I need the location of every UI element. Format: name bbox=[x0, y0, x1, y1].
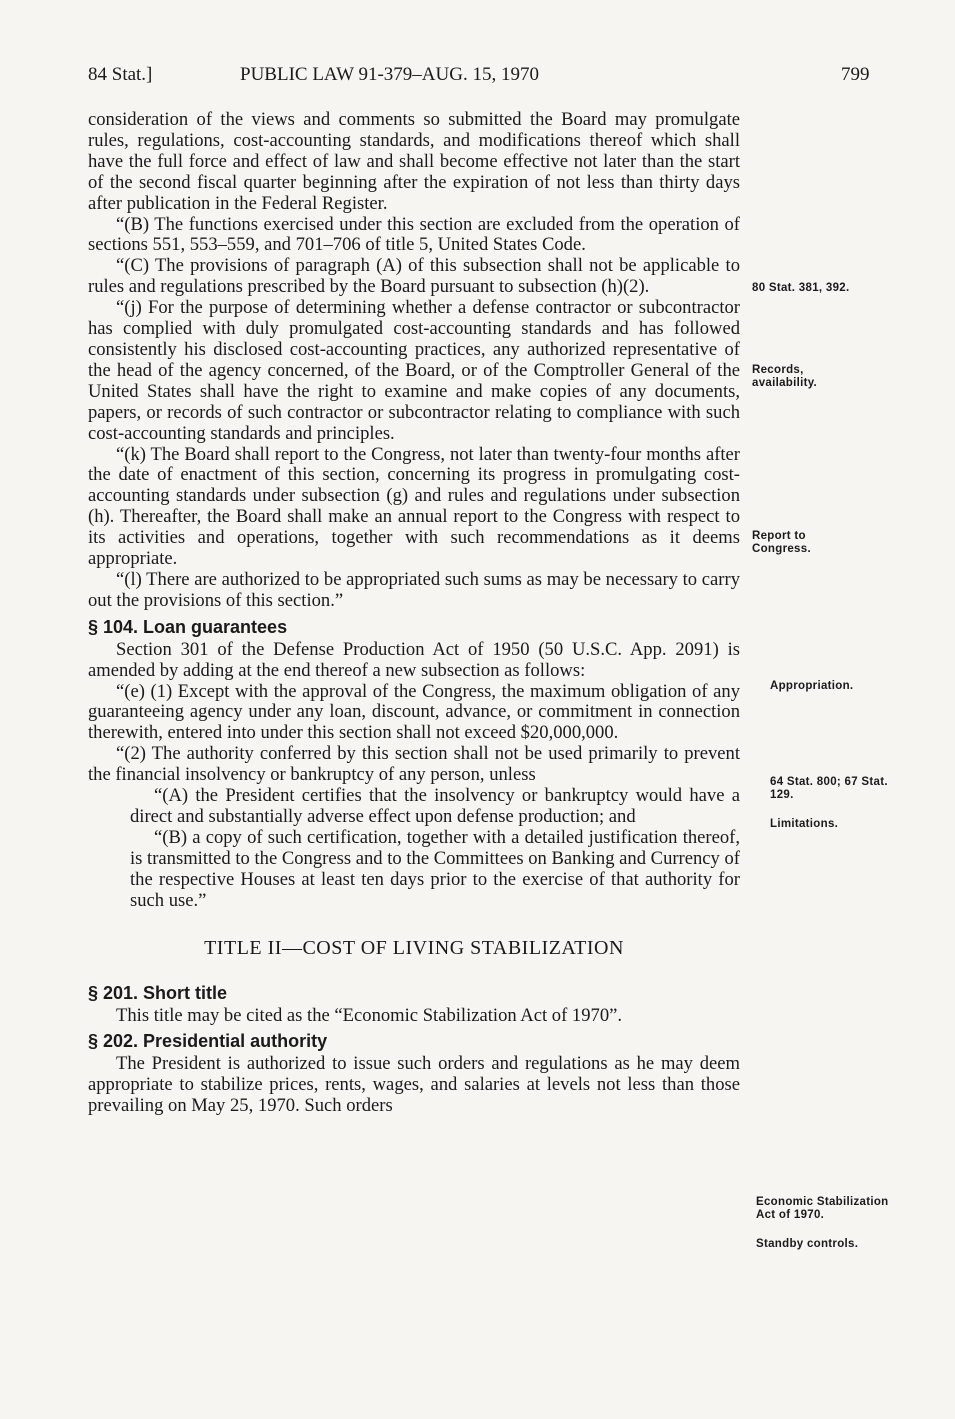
paragraph: “(2) The authority conferred by this section shall not be used primarily to prevent the financial insolvency or bankruptcy of any person, unless bbox=[88, 743, 740, 786]
margin-note-statute-citation: 80 Stat. 381, 392. bbox=[752, 282, 850, 294]
paragraph: The President is authorized to issue such orders and regulations as he may deem appropriate to stabilize prices, rents, wages, and salaries at levels not less than those prevailing on May 25, 1970. Such orders bbox=[88, 1053, 740, 1117]
paragraph: Section 301 of the Defense Production Act of 1950 (50 U.S.C. App. 2091) is amended by adding at the end thereof a new subsection as follows: bbox=[88, 638, 740, 681]
paragraph: “(C) The provisions of paragraph (A) of this subsection shall not be applicable to rules and regulations prescribed by the Board pursuant to subsection (h)(2). bbox=[88, 255, 740, 298]
margin-note-short-title: Economic Stabilization Act of 1970. bbox=[756, 1196, 889, 1221]
paragraph: “(l) There are authorized to be appropriated such sums as may be necessary to carry out the provisions of this section.” bbox=[88, 568, 740, 611]
section-202-heading: § 202. Presidential authority bbox=[88, 1031, 328, 1052]
section-104-heading: § 104. Loan guarantees bbox=[88, 616, 288, 637]
subparagraph: “(B) a copy of such certification, together with a detailed justification thereof, is transmitted to the Congress and to the Committees on Banking and Currency of the respective Houses at least ten days prior to the exercise of that authority for such use.” bbox=[130, 826, 740, 911]
paragraph: “(j) For the purpose of determining whether a defense contractor or subcontractor has complied with duly promulgated cost-accounting standards and has followed consistently his disclosed cost-accounting practices, any authorized representative of the head of the agency concerned, of the Board, or of the Comptroller General of the United States shall have the right to examine and make copies of any documents, papers, or records of such contractor or subcontractor relating to compliance with such cost-accounting standards and principles. bbox=[88, 297, 740, 444]
paragraph: “(B) The functions exercised under this section are excluded from the operation of sections 551, 553–559, and 701–706 of title 5, United States Code. bbox=[88, 213, 740, 256]
running-head bbox=[88, 64, 888, 88]
paragraph: This title may be cited as the “Economic Stabilization Act of 1970”. bbox=[116, 1004, 623, 1026]
page-number: 799 bbox=[841, 64, 870, 85]
margin-note-report: Report to Congress. bbox=[752, 530, 811, 555]
paragraph: “(k) The Board shall report to the Congress, not later than twenty-four months after the date of enactment of this section, concerning its progress in promulgating cost-accounting standards under subsection (g) and rules and regulations under subsection (h). Thereafter, the Board shall make an annual report to the Congress with respect to its activities and operations, together with such recommendations as it deems appropriate. bbox=[88, 443, 740, 570]
margin-note-records: Records, availability. bbox=[752, 364, 818, 389]
margin-note-standby-controls: Standby controls. bbox=[756, 1238, 859, 1250]
subparagraph: “(A) the President certifies that the insolvency or bankruptcy would have a direct and substantially adverse effect upon defense production; and bbox=[130, 785, 740, 827]
volume-citation: 84 Stat.] bbox=[88, 64, 153, 85]
title-ii-heading: TITLE II—COST OF LIVING STABILIZATION bbox=[204, 936, 624, 959]
paragraph: consideration of the views and comments so submitted the Board may promulgate rules, regulations, cost-accounting standards, and modifications thereof which shall have the full force and effect of law and shall become effective not later than the start of the second fiscal quarter beginning after the expiration of not less than thirty days after publication in the Federal Register. bbox=[88, 109, 740, 214]
margin-note-limitations: Limitations. bbox=[770, 818, 839, 830]
margin-note-statute-citation-2: 64 Stat. 800; 67 Stat. 129. bbox=[770, 776, 888, 801]
section-201-heading: § 201. Short title bbox=[88, 982, 228, 1003]
paragraph: “(e) (1) Except with the approval of the Congress, the maximum obligation of any guaranteeing agency under any loan, discount, advance, or commitment in connection therewith, entered into under this section shall not exceed $20,000,000. bbox=[88, 680, 740, 744]
margin-note-appropriation: Appropriation. bbox=[770, 680, 854, 692]
law-title: PUBLIC LAW 91-379–AUG. 15, 1970 bbox=[240, 64, 539, 85]
body-text bbox=[88, 110, 740, 1117]
